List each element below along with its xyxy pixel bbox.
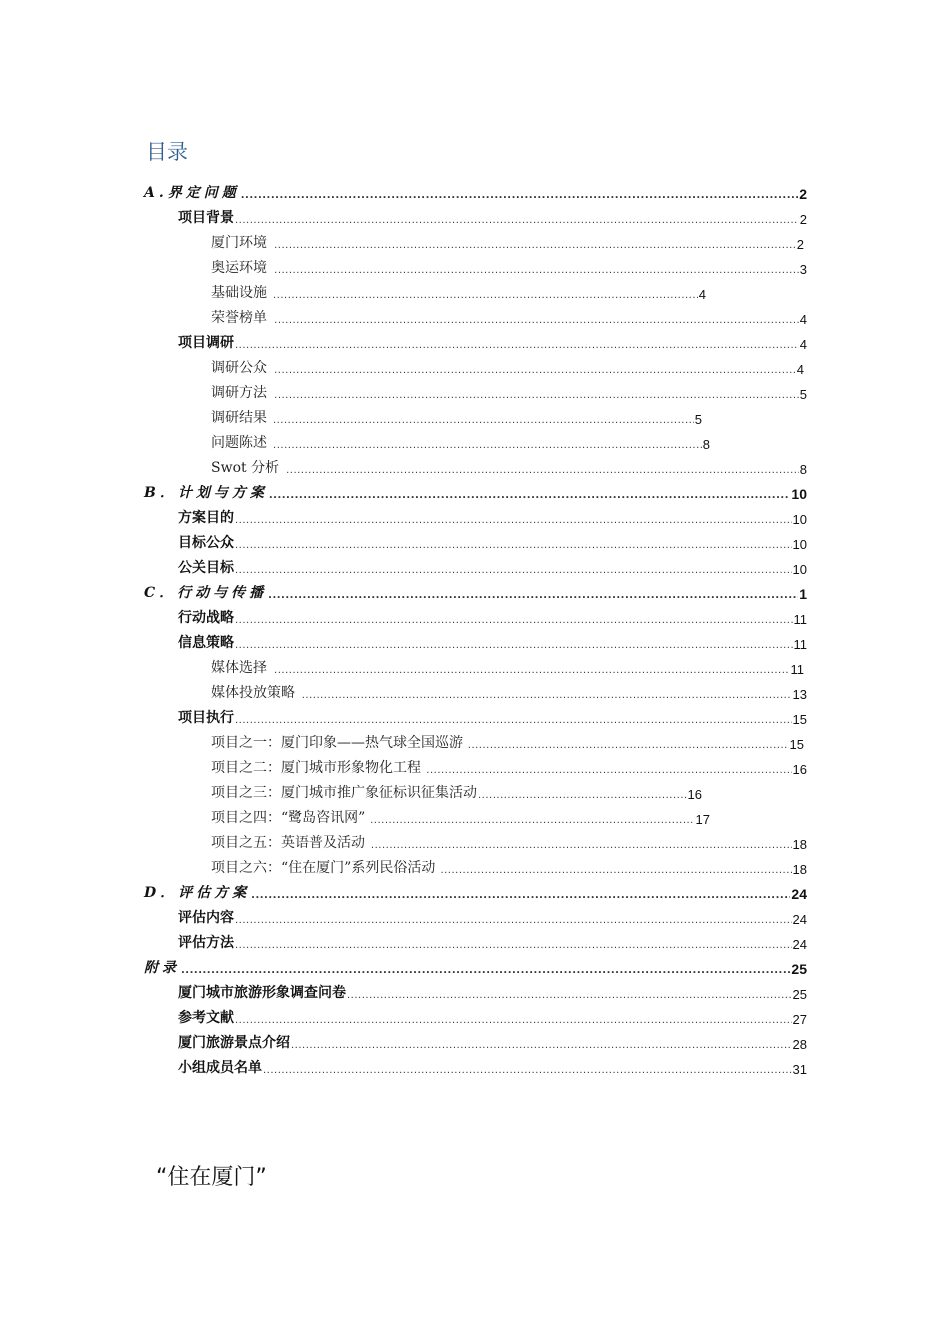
toc-entry-page: 10 bbox=[792, 512, 807, 527]
toc-entry-label: C．行动与传播 bbox=[144, 585, 268, 601]
toc-entry[interactable] bbox=[211, 430, 710, 452]
toc-entry-label: 公关目标 bbox=[178, 559, 234, 575]
toc-entry-label: 行动战略 bbox=[178, 609, 234, 625]
leader-dots bbox=[274, 240, 796, 252]
toc-entry-label: D．评估方案 bbox=[144, 885, 251, 901]
section-heading: “住在厦门” bbox=[156, 1165, 267, 1190]
toc-entry-label: 项目之一：厦门印象——热气球全国巡游 bbox=[211, 735, 463, 751]
leader-dots bbox=[235, 640, 793, 652]
toc-entry-label: 厦门城市旅游形象调查问卷 bbox=[178, 984, 346, 1000]
toc-entry-label: 媒体投放策略 bbox=[211, 685, 295, 701]
toc-entry-page: 24 bbox=[791, 886, 807, 902]
toc-entry-page: 2 bbox=[799, 186, 807, 202]
toc-entry[interactable] bbox=[144, 480, 807, 502]
toc-entry[interactable] bbox=[211, 755, 807, 777]
toc-entry-page: 11 bbox=[793, 612, 807, 627]
leader-dots bbox=[235, 915, 792, 927]
toc-entry[interactable] bbox=[211, 380, 807, 402]
toc-entry[interactable] bbox=[144, 580, 807, 602]
toc-entry-page: 24 bbox=[792, 912, 807, 927]
toc-entry-page: 10 bbox=[792, 537, 807, 552]
toc-entry-label: 评估方法 bbox=[178, 934, 234, 950]
leader-dots bbox=[235, 1015, 792, 1027]
toc-entry-label: 媒体选择 bbox=[211, 660, 267, 676]
leader-dots bbox=[181, 965, 790, 977]
toc-entry-page: 10 bbox=[792, 562, 807, 577]
leader-dots bbox=[235, 340, 799, 352]
leader-dots bbox=[274, 365, 796, 377]
toc-entry-page: 4 bbox=[799, 312, 807, 327]
toc-entry[interactable] bbox=[211, 680, 807, 702]
leader-dots bbox=[274, 665, 789, 677]
toc-entry[interactable] bbox=[178, 1030, 807, 1052]
toc-entry[interactable] bbox=[178, 530, 807, 552]
toc-entry-label: 调研公众 bbox=[211, 360, 267, 376]
toc-entry[interactable] bbox=[211, 355, 804, 377]
toc-entry[interactable] bbox=[178, 1055, 807, 1077]
toc-entry-label: 评估内容 bbox=[178, 909, 234, 925]
toc-entry-page: 2 bbox=[799, 212, 807, 227]
toc-entry[interactable] bbox=[178, 1005, 807, 1027]
toc-title: 目录 bbox=[146, 140, 188, 164]
toc-entry[interactable] bbox=[178, 505, 807, 527]
leader-dots bbox=[268, 590, 798, 602]
toc-entry[interactable] bbox=[178, 980, 807, 1002]
toc-entry[interactable] bbox=[211, 230, 804, 252]
toc-entry-label: 项目之四：“鹭岛咨讯网” bbox=[211, 810, 366, 826]
toc-entry-page: 27 bbox=[792, 1012, 807, 1027]
toc-entry[interactable] bbox=[144, 180, 807, 202]
toc-entry[interactable] bbox=[211, 780, 702, 802]
toc-entry-label: 信息策略 bbox=[178, 634, 234, 650]
leader-dots bbox=[235, 940, 792, 952]
toc-entry-label: 调研结果 bbox=[211, 410, 267, 426]
leader-dots bbox=[440, 865, 791, 877]
toc-entry-page: 31 bbox=[792, 1062, 807, 1077]
toc-entry-page: 17 bbox=[695, 812, 710, 827]
leader-dots bbox=[426, 765, 791, 777]
toc-entry-page: 4 bbox=[698, 287, 706, 302]
leader-dots bbox=[235, 215, 799, 227]
toc-entry-page: 4 bbox=[799, 337, 807, 352]
toc-entry[interactable] bbox=[211, 730, 804, 752]
toc-entry-label: 目标公众 bbox=[178, 534, 234, 550]
toc-entry-label: 问题陈述 bbox=[211, 435, 267, 451]
toc-entry[interactable] bbox=[211, 255, 807, 277]
leader-dots bbox=[286, 465, 799, 477]
leader-dots bbox=[251, 890, 790, 902]
leader-dots bbox=[274, 390, 799, 402]
leader-dots bbox=[241, 190, 798, 202]
leader-dots bbox=[235, 565, 792, 577]
leader-dots bbox=[478, 790, 687, 802]
toc-entry-label: 项目调研 bbox=[178, 334, 234, 350]
toc-entry[interactable] bbox=[211, 405, 702, 427]
leader-dots bbox=[370, 815, 694, 827]
toc-entry-label: 厦门旅游景点介绍 bbox=[178, 1034, 290, 1050]
toc-entry-label: A.界定问题 bbox=[144, 185, 240, 201]
toc-entry-label: 项目之二：厦门城市形象物化工程 bbox=[211, 760, 421, 776]
leader-dots bbox=[235, 540, 792, 552]
toc-entry-page: 25 bbox=[792, 987, 807, 1002]
leader-dots bbox=[269, 490, 791, 502]
toc-entry[interactable] bbox=[211, 455, 807, 477]
leader-dots bbox=[274, 265, 799, 277]
toc-entry[interactable] bbox=[211, 855, 807, 877]
toc-entry-page: 3 bbox=[799, 262, 807, 277]
toc-entry[interactable] bbox=[144, 955, 807, 977]
toc-entry[interactable] bbox=[178, 905, 807, 927]
toc-entry-label: 项目之六：“住在厦门”系列民俗活动 bbox=[211, 860, 436, 876]
toc-entry[interactable] bbox=[178, 705, 807, 727]
leader-dots bbox=[291, 1040, 792, 1052]
toc-entry-label: 厦门环境 bbox=[211, 235, 267, 251]
toc-entry-page: 4 bbox=[796, 362, 804, 377]
toc-entry-page: 10 bbox=[791, 486, 807, 502]
toc-entry-label: B．计划与方案 bbox=[144, 485, 268, 501]
toc-entry[interactable] bbox=[211, 305, 807, 327]
leader-dots bbox=[371, 840, 792, 852]
toc-entry[interactable] bbox=[211, 280, 706, 302]
toc-entry[interactable] bbox=[211, 830, 807, 852]
toc-entry-label: 参考文献 bbox=[178, 1009, 234, 1025]
toc-entry-page: 8 bbox=[702, 437, 710, 452]
leader-dots bbox=[302, 690, 792, 702]
leader-dots bbox=[235, 615, 793, 627]
toc-entry[interactable] bbox=[178, 605, 807, 627]
toc-entry-label: 调研方法 bbox=[211, 385, 267, 401]
toc-entry-label: 基础设施 bbox=[211, 285, 267, 301]
toc-entry[interactable] bbox=[211, 655, 804, 677]
toc-entry-label: 奥运环境 bbox=[211, 260, 267, 276]
toc-entry-page: 25 bbox=[791, 961, 807, 977]
leader-dots bbox=[274, 315, 799, 327]
toc-entry-label: 项目背景 bbox=[178, 209, 234, 225]
toc-entry-page: 8 bbox=[799, 462, 807, 477]
leader-dots bbox=[273, 290, 698, 302]
toc-entry-label: 项目之三：厦门城市推广象征标识征集活动 bbox=[211, 785, 477, 801]
toc-entry[interactable] bbox=[144, 880, 807, 902]
toc-entry-page: 16 bbox=[687, 787, 702, 802]
toc-entry-label: 项目执行 bbox=[178, 709, 234, 725]
toc-entry-page: 18 bbox=[792, 837, 807, 852]
toc-entry-page: 11 bbox=[790, 662, 804, 677]
toc-entry-label: 小组成员名单 bbox=[178, 1059, 262, 1075]
leader-dots bbox=[468, 740, 789, 752]
toc-entry-page: 1 bbox=[799, 586, 807, 602]
toc-entry-page: 2 bbox=[796, 237, 804, 252]
toc-entry[interactable] bbox=[178, 330, 807, 352]
leader-dots bbox=[273, 440, 702, 452]
leader-dots bbox=[235, 515, 792, 527]
toc-entry-page: 24 bbox=[792, 937, 807, 952]
toc-entry[interactable] bbox=[178, 205, 807, 227]
toc-entry-page: 15 bbox=[789, 737, 804, 752]
leader-dots bbox=[347, 990, 792, 1002]
toc-entry[interactable] bbox=[178, 930, 807, 952]
leader-dots bbox=[235, 715, 792, 727]
toc-entry[interactable] bbox=[211, 805, 710, 827]
toc-entry-label: 荣誉榜单 bbox=[211, 310, 267, 326]
toc-entry-label: 附录 bbox=[144, 960, 180, 976]
toc-entry-label: 项目之五：英语普及活动 bbox=[211, 835, 365, 851]
toc-entry-page: 18 bbox=[792, 862, 807, 877]
toc-entry-page: 16 bbox=[792, 762, 807, 777]
toc-entry-page: 13 bbox=[792, 687, 807, 702]
toc-entry-page: 5 bbox=[694, 412, 702, 427]
toc-entry-page: 11 bbox=[793, 637, 807, 652]
toc-entry[interactable] bbox=[178, 555, 807, 577]
toc-entry[interactable] bbox=[178, 630, 807, 652]
leader-dots bbox=[273, 415, 694, 427]
toc-entry-page: 15 bbox=[792, 712, 807, 727]
toc-entry-label: 方案目的 bbox=[178, 509, 234, 525]
toc-entry-page: 28 bbox=[792, 1037, 807, 1052]
toc-entry-label: Swot 分析 bbox=[211, 460, 280, 476]
leader-dots bbox=[263, 1065, 792, 1077]
toc-entry-page: 5 bbox=[799, 387, 807, 402]
